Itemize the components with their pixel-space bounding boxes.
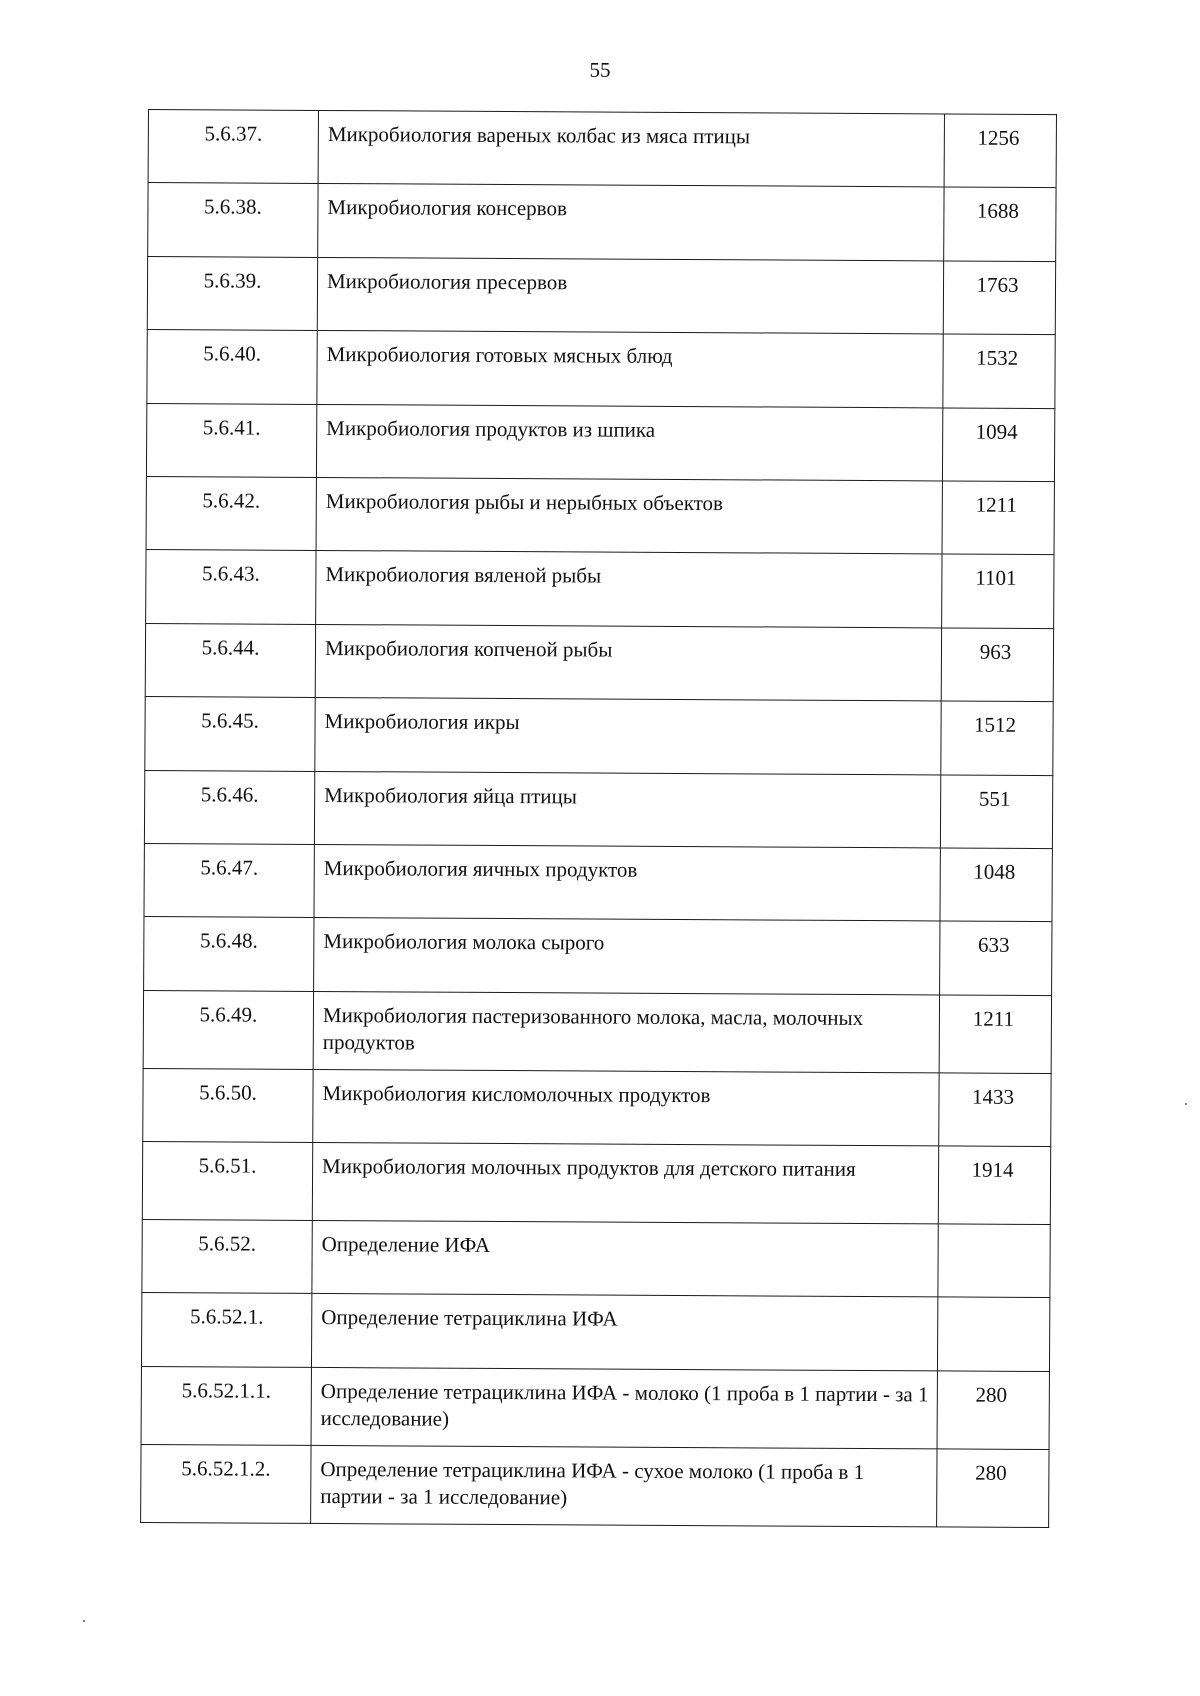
item-price: 1688 [944,187,1056,261]
table-row [144,843,1052,921]
table-body [141,110,1057,1528]
scan-speck [1185,1103,1187,1105]
item-code: 5.6.52.1. [141,1293,311,1367]
item-code: 5.6.51. [142,1142,312,1221]
item-price: 280 [937,1449,1049,1528]
item-price: 1433 [939,1073,1051,1147]
item-name: Микробиология вяленой рыбы [316,551,942,628]
table-row [146,476,1054,554]
item-code: 5.6.47. [144,843,314,917]
item-code: 5.6.48. [144,917,314,991]
table-row [146,550,1054,628]
item-price: 1763 [943,261,1055,335]
item-name: Микробиология кисломолочных продуктов [313,1069,939,1146]
page-number: 55 [589,58,611,82]
table-row [146,403,1054,481]
item-price: 963 [941,628,1053,702]
item-name: Определение ИФА [312,1221,938,1298]
item-code: 5.6.43. [146,550,316,624]
item-code: 5.6.46. [144,770,314,844]
item-name: Микробиология рыбы и нерыбных объектов [316,477,942,554]
table-row [147,330,1055,408]
item-price: 1101 [942,554,1054,628]
item-name: Микробиология икры [315,698,941,775]
item-price: 1256 [944,114,1056,188]
item-code: 5.6.37. [148,110,318,184]
item-price: 1512 [941,701,1053,775]
item-price [938,1224,1050,1298]
item-code: 5.6.41. [146,403,316,477]
item-code: 5.6.39. [147,256,317,330]
item-price: 1211 [942,481,1054,555]
item-price: 551 [940,774,1052,848]
item-code: 5.6.49. [143,990,313,1069]
table-row [141,1444,1049,1527]
item-code: 5.6.38. [148,183,318,257]
table-row [144,917,1052,995]
item-price: 1094 [942,408,1054,482]
table-row [145,623,1053,701]
item-price: 1211 [939,995,1051,1074]
table-row [141,1293,1049,1371]
item-name: Микробиология вареных колбас из мяса птицы [318,110,944,187]
table-row [141,1366,1049,1449]
item-name: Микробиология консервов [318,184,944,261]
item-price: 1914 [938,1146,1050,1225]
table-row [147,256,1055,334]
table-row [148,183,1056,261]
table-row [143,990,1051,1073]
item-code: 5.6.50. [143,1068,313,1142]
item-name: Микробиология копченой рыбы [315,624,941,701]
item-name: Микробиология продуктов из шпика [316,404,942,481]
item-name: Определение тетрациклина ИФА [311,1294,937,1371]
item-name: Микробиология молока сырого [314,918,940,995]
item-name: Микробиология готовых мясных блюд [317,331,943,408]
item-price: 1532 [943,334,1055,408]
item-code: 5.6.42. [146,476,316,550]
item-price: 633 [940,921,1052,995]
scan-speck [83,1620,85,1622]
table-row [142,1220,1050,1298]
table-row [144,770,1052,848]
item-name: Микробиология пастеризованного молока, масла, молочных продуктов [313,991,939,1072]
item-name: Микробиология пресервов [317,257,943,334]
table-row [148,110,1056,188]
item-name: Определение тетрациклина ИФА - молоко (1 проба в 1 партии - за 1 исследование) [311,1367,937,1448]
item-price: 1048 [940,848,1052,922]
item-price [937,1297,1049,1371]
item-name: Микробиология молочных продуктов для детского питания [312,1143,938,1224]
item-price: 280 [937,1371,1049,1450]
item-code: 5.6.40. [147,330,317,404]
item-code: 5.6.52.1.1. [141,1366,311,1445]
item-name: Определение тетрациклина ИФА - сухое молоко (1 проба в 1 партии - за 1 исследование) [311,1445,937,1526]
item-code: 5.6.44. [145,623,315,697]
item-name: Микробиология яичных продуктов [314,844,940,921]
table-row [145,697,1053,775]
item-code: 5.6.52.1.2. [141,1444,311,1523]
item-code: 5.6.45. [145,697,315,771]
item-code: 5.6.52. [142,1220,312,1294]
item-name: Микробиология яйца птицы [314,771,940,848]
table-row [143,1068,1051,1146]
table-row [142,1142,1050,1225]
price-table [140,109,1057,1528]
